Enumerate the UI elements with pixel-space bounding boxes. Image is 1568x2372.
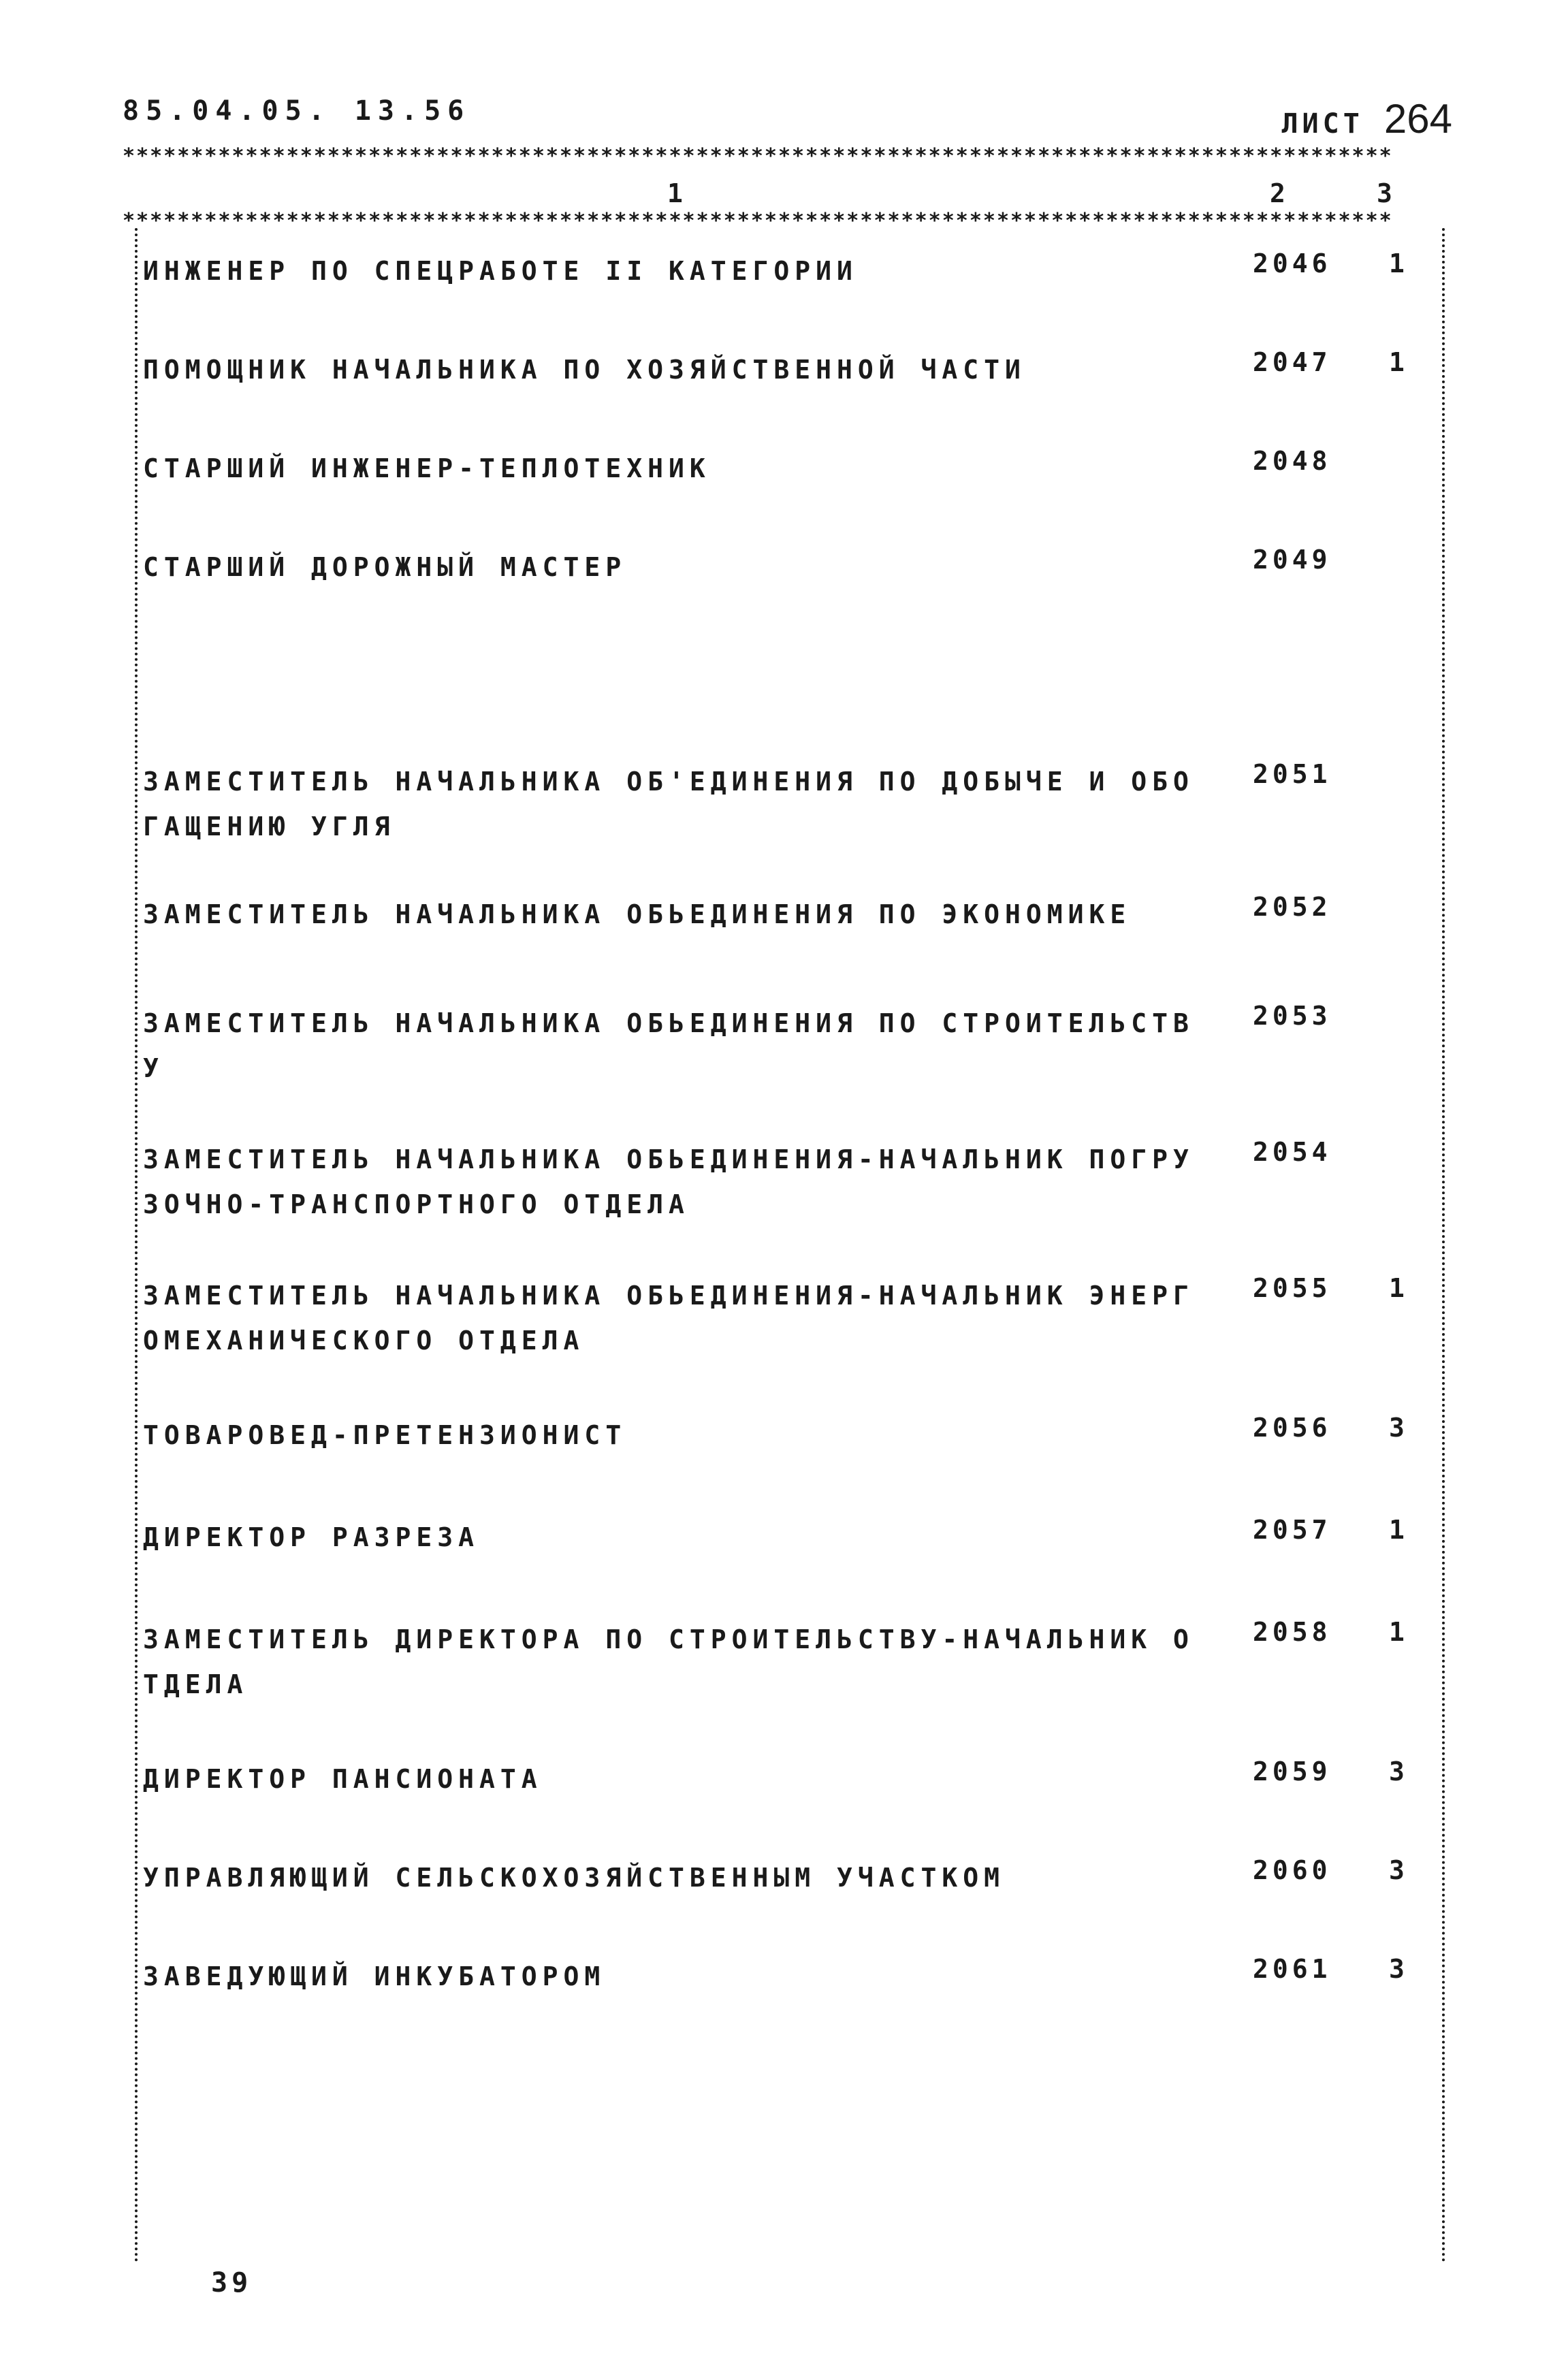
position-code: 2051: [1253, 759, 1332, 789]
position-title: [143, 1954, 1205, 1999]
column-header-2: 2: [1270, 178, 1285, 208]
position-code: 2053: [1253, 1001, 1332, 1031]
position-code: 2058: [1253, 1617, 1332, 1647]
position-title-line: ЗОЧНО-ТРАНСПОРТНОГО ОТДЕЛА: [143, 1189, 690, 1219]
column-header-3: 3: [1377, 178, 1392, 208]
position-code: 2052: [1253, 892, 1332, 922]
position-title-line: ПОМОЩНИК НАЧАЛЬНИКА ПО ХОЗЯЙСТВЕННОЙ ЧАСТИ: [143, 355, 1026, 385]
position-title-line: У: [143, 1053, 164, 1083]
header-date: 85.04.05. 13.56: [123, 95, 471, 127]
position-title: [143, 892, 1205, 937]
position-title-line: ДИРЕКТОР ПАНСИОНАТА: [143, 1764, 543, 1794]
position-title-line: ЗАМЕСТИТЕЛЬ НАЧАЛЬНИКА ОБЬЕДИНЕНИЯ ПО СТРОИТЕЛЬСТВ: [143, 1008, 1194, 1038]
position-title: [143, 446, 1205, 491]
position-code: 2055: [1253, 1273, 1332, 1303]
position-category: 3: [1389, 1954, 1410, 1984]
position-code: 2047: [1253, 347, 1332, 377]
position-title-line: ЗАМЕСТИТЕЛЬ НАЧАЛЬНИКА ОБЬЕДИНЕНИЯ-НАЧАЛЬНИК ЭНЕРГ: [143, 1281, 1194, 1311]
sheet-indicator: [1281, 95, 1452, 142]
position-code: 2061: [1253, 1954, 1332, 1984]
position-title-line: ЗАМЕСТИТЕЛЬ ДИРЕКТОРА ПО СТРОИТЕЛЬСТВУ-НАЧАЛЬНИК О: [143, 1624, 1194, 1654]
column-header-1: 1: [667, 178, 683, 208]
left-border: [135, 228, 138, 2264]
right-border: [1442, 228, 1445, 2264]
position-title: [143, 1855, 1205, 1900]
position-title: [143, 1757, 1205, 1801]
position-title: [143, 1001, 1205, 1091]
position-code: 2056: [1253, 1413, 1332, 1443]
position-title: [143, 1413, 1205, 1458]
position-category: 1: [1389, 1515, 1410, 1545]
position-title: [143, 1137, 1205, 1227]
top-separator: *********************************************************************************************: [123, 146, 1393, 167]
position-category: 3: [1389, 1757, 1410, 1786]
position-title-line: ГАЩЕНИЮ УГЛЯ: [143, 812, 396, 842]
position-title: [143, 545, 1205, 590]
position-title-line: ОМЕХАНИЧЕСКОГО ОТДЕЛА: [143, 1326, 585, 1356]
position-title-line: УПРАВЛЯЮЩИЙ СЕЛЬСКОХОЗЯЙСТВЕННЫМ УЧАСТКОМ: [143, 1863, 1005, 1893]
position-category: 3: [1389, 1413, 1410, 1443]
position-category: 1: [1389, 249, 1410, 278]
position-title: [143, 1515, 1205, 1560]
position-title-line: ЗАМЕСТИТЕЛЬ НАЧАЛЬНИКА ОБ'ЕДИНЕНИЯ ПО ДОБЫЧЕ И ОБО: [143, 767, 1194, 797]
position-code: 2046: [1253, 249, 1332, 278]
sheet-label: ЛИСТ: [1281, 108, 1364, 140]
position-title: [143, 347, 1205, 392]
position-category: 1: [1389, 1617, 1410, 1647]
position-title-line: ЗАВЕДУЮЩИЙ ИНКУБАТОРОМ: [143, 1961, 606, 1991]
position-code: 2054: [1253, 1137, 1332, 1167]
position-title: [143, 249, 1205, 293]
position-code: 2049: [1253, 545, 1332, 575]
position-title-line: ЗАМЕСТИТЕЛЬ НАЧАЛЬНИКА ОБЬЕДИНЕНИЯ ПО ЭКОНОМИКЕ: [143, 899, 1132, 929]
sheet-number: 264: [1383, 96, 1452, 142]
position-code: 2060: [1253, 1855, 1332, 1885]
position-category: 1: [1389, 1273, 1410, 1303]
position-category: 3: [1389, 1855, 1410, 1885]
position-code: 2057: [1253, 1515, 1332, 1545]
position-title-line: ТДЕЛА: [143, 1669, 249, 1699]
position-title-line: ЗАМЕСТИТЕЛЬ НАЧАЛЬНИКА ОБЬЕДИНЕНИЯ-НАЧАЛЬНИК ПОГРУ: [143, 1144, 1194, 1174]
position-title: [143, 1273, 1205, 1363]
position-title-line: СТАРШИЙ ИНЖЕНЕР-ТЕПЛОТЕХНИК: [143, 453, 711, 483]
position-title-line: ДИРЕКТОР РАЗРЕЗА: [143, 1522, 480, 1552]
position-code: 2048: [1253, 446, 1332, 476]
position-code: 2059: [1253, 1757, 1332, 1786]
position-title-line: ТОВАРОВЕД-ПРЕТЕНЗИОНИСТ: [143, 1420, 627, 1450]
position-title-line: ИНЖЕНЕР ПО СПЕЦРАБОТЕ II КАТЕГОРИИ: [143, 256, 858, 286]
header-separator: *********************************************************************************************: [123, 211, 1393, 231]
position-category: 1: [1389, 347, 1410, 377]
position-title-line: СТАРШИЙ ДОРОЖНЫЙ МАСТЕР: [143, 552, 627, 582]
position-title: [143, 1617, 1205, 1707]
position-title: [143, 759, 1205, 849]
page-number: 39: [211, 2267, 253, 2298]
